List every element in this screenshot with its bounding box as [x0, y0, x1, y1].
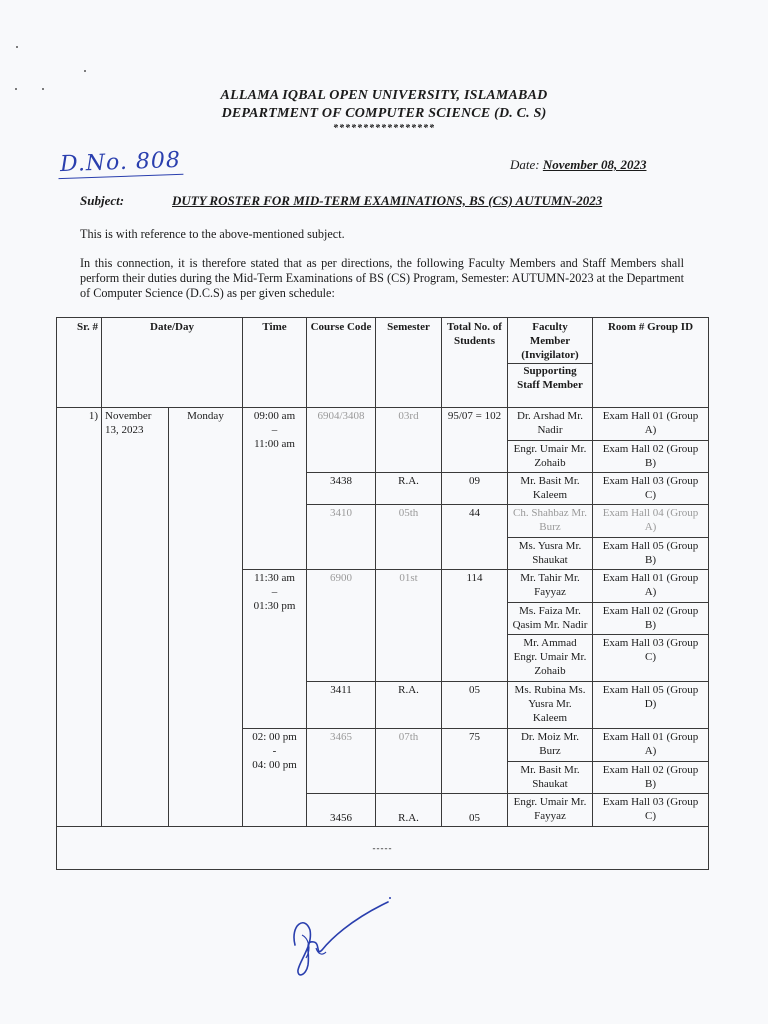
sr-cell: 1) [57, 408, 102, 827]
time-sep: – [271, 586, 278, 599]
invigilators: Mr. Basit Mr. Kaleem [508, 472, 593, 504]
day-cell: Monday [169, 408, 243, 827]
header-faculty-label: Faculty Member (Invigilator) [508, 320, 592, 364]
scan-speck [15, 88, 17, 90]
table-footer [57, 827, 709, 870]
room: Exam Hall 03 (Group C) [593, 794, 709, 827]
date-value: November 08, 2023 [542, 157, 647, 172]
header-date-day: Date/Day [102, 318, 243, 408]
header-room: Room # Group ID [593, 318, 709, 408]
total-students: 95/07 = 102 [442, 408, 508, 473]
room: Exam Hall 01 (Group A) [593, 408, 709, 440]
semester: R.A. [376, 472, 442, 504]
scan-speck [42, 88, 44, 90]
table-footer-row [57, 827, 709, 870]
semester: 05th [376, 505, 442, 570]
signature [280, 890, 400, 985]
semester: 03rd [376, 408, 442, 473]
invigilators: Ch. Shahbaz Mr. Burz [508, 505, 593, 537]
course-code: 3411 [307, 682, 376, 729]
document-date [510, 157, 646, 173]
header-faculty [508, 318, 593, 408]
invigilators: Dr. Moiz Mr. Burz [508, 729, 593, 761]
department-title: DEPARTMENT OF COMPUTER SCIENCE (D. C. S) [221, 106, 547, 121]
room: Exam Hall 04 (Group A) [593, 505, 709, 537]
subject-text: DUTY ROSTER FOR MID-TERM EXAMINATIONS, BS (CS) AUTUMN-2023 [172, 193, 603, 208]
subject-label: Subject: [80, 193, 125, 208]
room: Exam Hall 05 (Group D) [593, 682, 709, 729]
invigilators: Mr. Tahir Mr. Fayyaz [508, 570, 593, 602]
room: Exam Hall 05 (Group B) [593, 537, 709, 569]
invigilators: Ms. Yusra Mr. Shaukat [508, 537, 593, 569]
total-students: 44 [442, 505, 508, 570]
date-label: Date: [510, 157, 540, 172]
total-students: 05 [442, 682, 508, 729]
time-sep: – [271, 424, 278, 437]
scan-speck [16, 46, 18, 48]
room: Exam Hall 02 (Group B) [593, 761, 709, 793]
invigilators: Dr. Arshad Mr. Nadir [508, 408, 593, 440]
room: Exam Hall 01 (Group A) [593, 729, 709, 761]
time-end: 11:00 am [254, 438, 295, 451]
time-start: 09:00 am [253, 410, 296, 423]
course-code: 6900 [307, 570, 376, 682]
semester: R.A. [376, 794, 442, 827]
invigilators: Ms. Rubina Ms. Yusra Mr. Kaleem [508, 682, 593, 729]
paragraph-details: In this connection, it is therefore stated that as per directions, the following Faculty Members and Staff Members shall perform their duties during the Mid-Term Examinations of BS (CS) Program, Semester: AUTUMN-2023 at the Department of Computer Science (D.C.S) as per given schedule: [80, 256, 684, 300]
header-total-students: Total No. of Students [442, 318, 508, 408]
header-semester: Semester [376, 318, 442, 408]
header-time: Time [243, 318, 307, 408]
room: Exam Hall 02 (Group B) [593, 602, 709, 634]
dispatch-number: D.No. 808 [58, 148, 184, 179]
course-code: 3410 [307, 505, 376, 570]
time-slot-1 [243, 408, 307, 570]
room: Exam Hall 01 (Group A) [593, 570, 709, 602]
semester: R.A. [376, 682, 442, 729]
time-slot-3 [243, 729, 307, 827]
total-students: 75 [442, 729, 508, 794]
table-row [57, 408, 709, 440]
time-end: 04: 00 pm [252, 759, 297, 772]
footer-dashes: ----- [372, 843, 393, 853]
scan-speck [84, 70, 86, 72]
header-sr: Sr. # [57, 318, 102, 408]
time-start: 11:30 am [254, 572, 295, 585]
room: Exam Hall 02 (Group B) [593, 440, 709, 472]
paragraph-intro: This is with reference to the above-mentioned subject. [80, 227, 345, 241]
header-stars: ***************** [333, 123, 435, 134]
invigilators: Engr. Umair Mr. Zohaib [508, 440, 593, 472]
course-code: 6904/3408 [307, 408, 376, 473]
time-slot-2 [243, 570, 307, 729]
header-staff-label: Supporting Staff Member [517, 365, 583, 391]
date-cell: November 13, 2023 [102, 408, 169, 827]
total-students: 09 [442, 472, 508, 504]
invigilators: Mr. Basit Mr. Shaukat [508, 761, 593, 793]
total-students: 114 [442, 570, 508, 682]
university-title: ALLAMA IQBAL OPEN UNIVERSITY, ISLAMABAD [220, 88, 548, 103]
table-header-row [57, 318, 709, 408]
course-code: 3465 [307, 729, 376, 794]
total-students: 05 [442, 794, 508, 827]
course-code: 3438 [307, 472, 376, 504]
time-end: 01:30 pm [253, 600, 296, 613]
course-code: 3456 [307, 794, 376, 827]
time-sep: - [272, 745, 277, 758]
semester: 01st [376, 570, 442, 682]
time-start: 02: 00 pm [252, 731, 297, 744]
invigilators: Mr. Ammad Engr. Umair Mr. Zohaib [508, 635, 593, 682]
semester: 07th [376, 729, 442, 794]
room: Exam Hall 03 (Group C) [593, 635, 709, 682]
header-course-code: Course Code [307, 318, 376, 408]
invigilators: Engr. Umair Mr. Fayyaz [508, 794, 593, 827]
duty-roster-table [56, 317, 709, 870]
room: Exam Hall 03 (Group C) [593, 472, 709, 504]
invigilators: Ms. Faiza Mr. Qasim Mr. Nadir [508, 602, 593, 634]
